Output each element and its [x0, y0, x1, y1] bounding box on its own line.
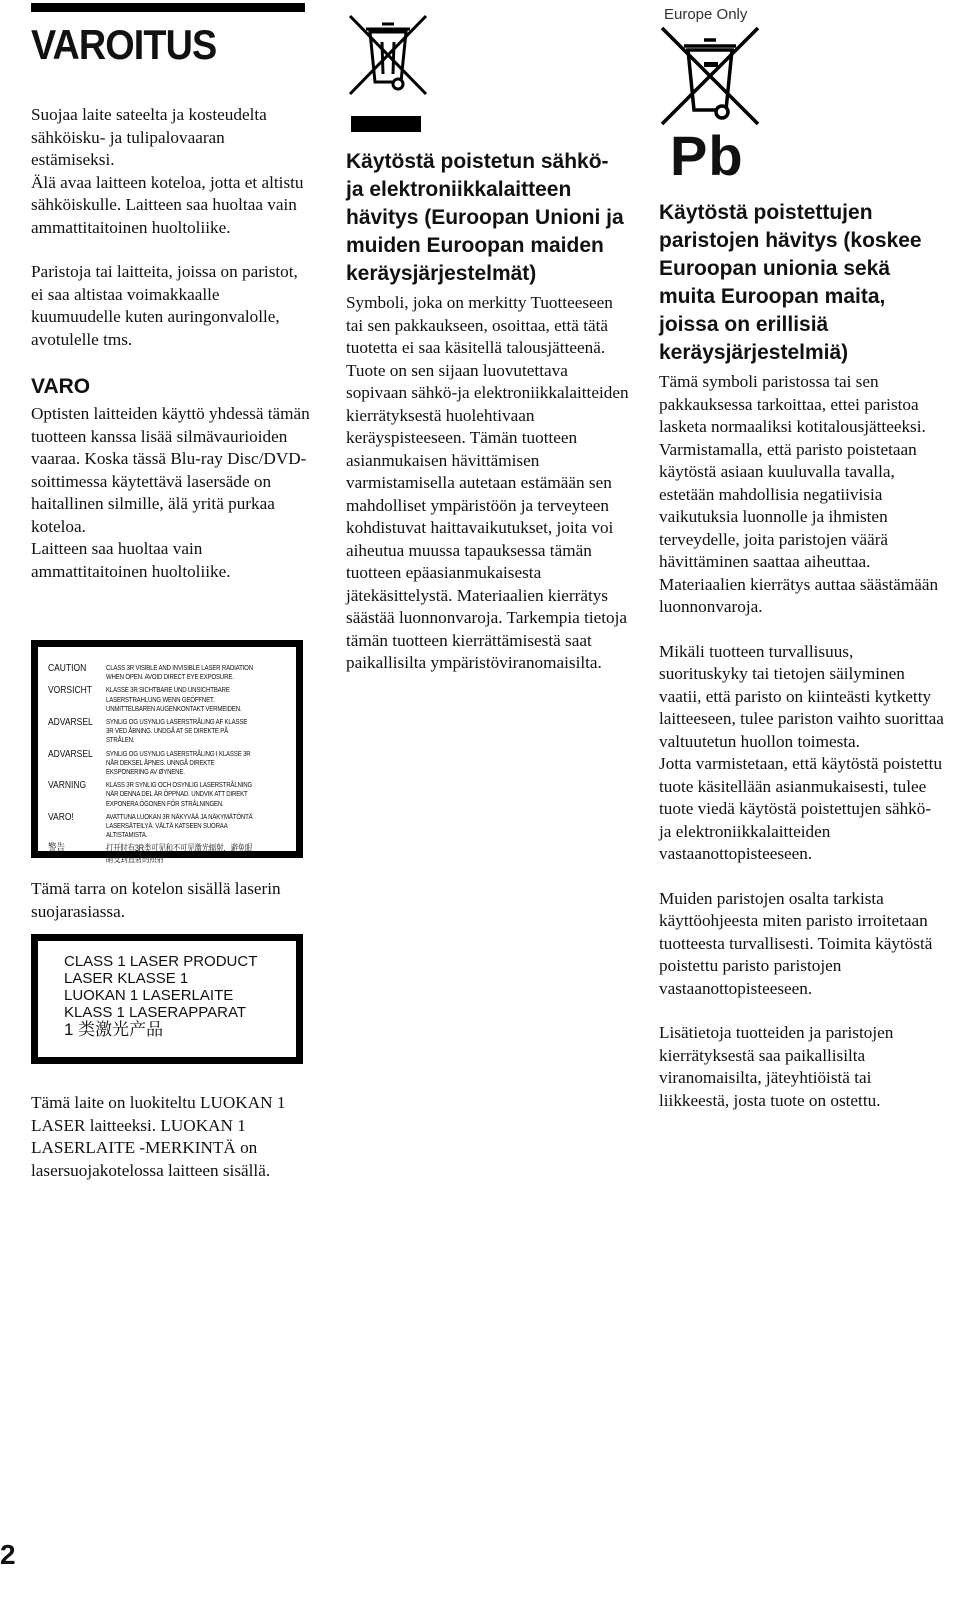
label-line: 1 类激光产品 [64, 1020, 164, 1039]
weee-heading: Käytöstä poistetun sähkö- ja elektroniikkalaitteen hävitys (Euroopan Unioni ja muiden Euroopan maiden keräysjärjestelmät) [346, 150, 624, 285]
battery-heading: Käytöstä poistettujen paristojen hävitys (koskee Euroopan unionia sekä muita Euroopan maita, joissa on erillisiä keräysjärjestelmiä) [659, 201, 922, 364]
crossed-bin-icon [346, 12, 430, 98]
label-row: VARNING KLASS 3R SYNLIG OCH OSYNLIG LASERSTRÅLNING NÄR DENNA DEL ÄR ÖPPNAD. UNDVIK ATT DIREKT EXPONERA ÖGONEN FÖR STRÅLNINGEN. [48, 780, 253, 808]
paragraph-more-info: Lisätietoja tuotteiden ja paristojen kierrätyksestä saa paikallisilta viranomaisilta, jäteyhtiöistä tai liikkeestä, josta tuote on ostettu. [659, 1023, 894, 1110]
label-line: KLASS 1 LASERAPPARAT [64, 1004, 247, 1021]
battery-column [659, 199, 944, 1112]
paragraph-label-location: Tämä tarra on kotelon sisällä laserin suojarasiassa. [31, 879, 281, 921]
label-line: LUOKAN 1 LASERLAITE [64, 987, 234, 1004]
paragraph-battery-heat: Paristoja tai laitteita, joissa on paristot, ei saa altistaa voimakkaalle kuumuudelle kuten auringonvalolle, avotulelle tms. [31, 262, 298, 349]
warning-column [31, 104, 311, 583]
title-rule [31, 3, 305, 12]
page-number: 2 [0, 1539, 16, 1570]
paragraph-moisture: Suojaa laite sateelta ja kosteudelta sähköisku- ja tulipalovaaran estämiseksi. [31, 105, 267, 169]
label-line: CLASS 1 LASER PRODUCT [64, 953, 258, 970]
varo-heading: VARO [31, 375, 91, 398]
class1-laser-label [31, 934, 303, 1064]
laser-warning-label [31, 640, 303, 865]
label-row: ADVARSEL SYNLIG OG USYNLIG LASERSTRÅLING AF KLASSE 3R VED ÅBNING. UNDGÅ AT SE DIREKTE PÅ STRÅLEN. [48, 717, 248, 745]
crossed-bin-battery-icon [658, 24, 762, 128]
paragraph-battery-disposal: Varmistamalla, että paristo poistetaan käytöstä asiaan kuuluvalla tavalla, estetään mahdollisia negatiivisia vaikutuksia luonnolle ja ihmisten terveydelle, joita paristojen väärä hävittäminen saattaa aiheuttaa. Materiaalien kierrätys auttaa säästämään luonnonvaroja. [659, 439, 939, 616]
paragraph-weee: Symboli, joka on merkitty Tuotteeseen tai sen pakkaukseen, osoittaa, että tätä tuotetta ei saa käsitellä talousjätteenä. Tuote on sen sijaan luovutettava sopivaan sähkö-ja elektroniikkalaitteiden kierrätyksestä huolehtivaan keräyspisteeseen. Tämän tuotteen asianmukaisen hävittämisen varmistamisella autetaan estämään sen mahdolliset ympäristöön ja terveyteen kohdistuvat haittavaikutukset, joita voi aiheutua muussa tapauksessa tämän tuotteen epäasianmukaisesta jätekäsittelystä. Materiaalien kierrätys säästää luonnonvaroja. Tarkempia tietoja tämän tuotteen kierrättämisestä saat paikallisilta ympäristöviranomaisilta. [346, 293, 629, 672]
label-row: VARO! AVATTUNA LUOKAN 3R NÄKYVÄÄ JA NÄKYMÄTÖNTÄ LASERSÄTEILYÄ. VÄLTÄ KATSEEN SUORAA ALTISTAMISTA. [48, 811, 253, 840]
class-block [31, 1092, 311, 1182]
label-line: LASER KLASSE 1 [64, 970, 189, 987]
label-row: CAUTION CLASS 3R VISIBLE AND INVISIBLE LASER RADIATION WHEN OPEN. AVOID DIRECT EYE EXPOSURE. [48, 663, 253, 682]
paragraph-battery-service: Mikäli tuotteen turvallisuus, suorituskyky tai tietojen säilyminen vaatii, että paristo on kiinteästi kytketty laitteeseen, tulee pariston vaihto suorittaa valtuutetun huollon toimesta. [659, 641, 944, 751]
label-row: 警告 打开时有3R类可见和不可见激光辐射，避免眼睛受到直射的照射 [48, 843, 253, 865]
europe-only-label: Europe Only [664, 6, 748, 23]
page-title: VAROITUS [31, 21, 217, 68]
weee-column [346, 148, 631, 675]
label-location-block [31, 878, 311, 923]
label-row: ADVARSEL SYNLIG OG USYNLIG LASERSTRÅLING I KLASSE 3R NÅR DEKSEL ÅPNES. UNNGÅ DIREKTE EKSPONERING AV ØYNENE. [48, 748, 251, 777]
paragraph-open-case: Älä avaa laitteen koteloa, jotta et altistu sähköiskulle. Laitteen saa huoltaa vain ammattitaitoinen huoltoliike. [31, 172, 304, 237]
paragraph-class1: Tämä laite on luokiteltu LUOKAN 1 LASER laitteeksi. LUOKAN 1 LASERLAITE -MERKINTÄ on lasersuojakotelossa laitteen sisällä. [31, 1093, 286, 1180]
separate-collection-bar [351, 116, 421, 132]
paragraph-battery-collection: Jotta varmistetaan, että käytöstä poistettu tuote käsitellään asianmukaisesti, tulee tuote viedä käytöstä poistettujen sähkö- ja elektroniikkalaitteiden vastaanottopisteeseen. [659, 754, 943, 863]
paragraph-service: Laitteen saa huoltaa vain ammattitaitoinen huoltoliike. [31, 539, 231, 581]
paragraph-battery-symbol: Tämä symboli paristossa tai sen pakkauksessa tarkoittaa, ettei paristoa lasketa normaaliksi kotitalousjätteeksi. [659, 372, 926, 436]
label-row: VORSICHT KLASSE 3R SICHTBARE UND UNSICHTBARE LASERSTRAHLUNG WENN GEÖFFNET. UNMITTELBAREN AUGENKONTAKT VERMEIDEN. [48, 685, 242, 713]
paragraph-other-batteries: Muiden paristojen osalta tarkista käyttöohjeesta miten paristo irroitetaan tuotteesta turvallisesti. Toimita käytöstä poistettu paristo paristojen vastaanottopisteeseen. [659, 888, 933, 998]
paragraph-optical: Optisten laitteiden käyttö yhdessä tämän tuotteen kanssa lisää silmävaurioiden vaaraa. Koska tässä Blu-ray Disc/DVD-soittimessa käytettävä lasersäde on haitallinen silmille, älä yritä purkaa koteloa. [31, 404, 310, 536]
pb-symbol: Pb [670, 124, 744, 187]
